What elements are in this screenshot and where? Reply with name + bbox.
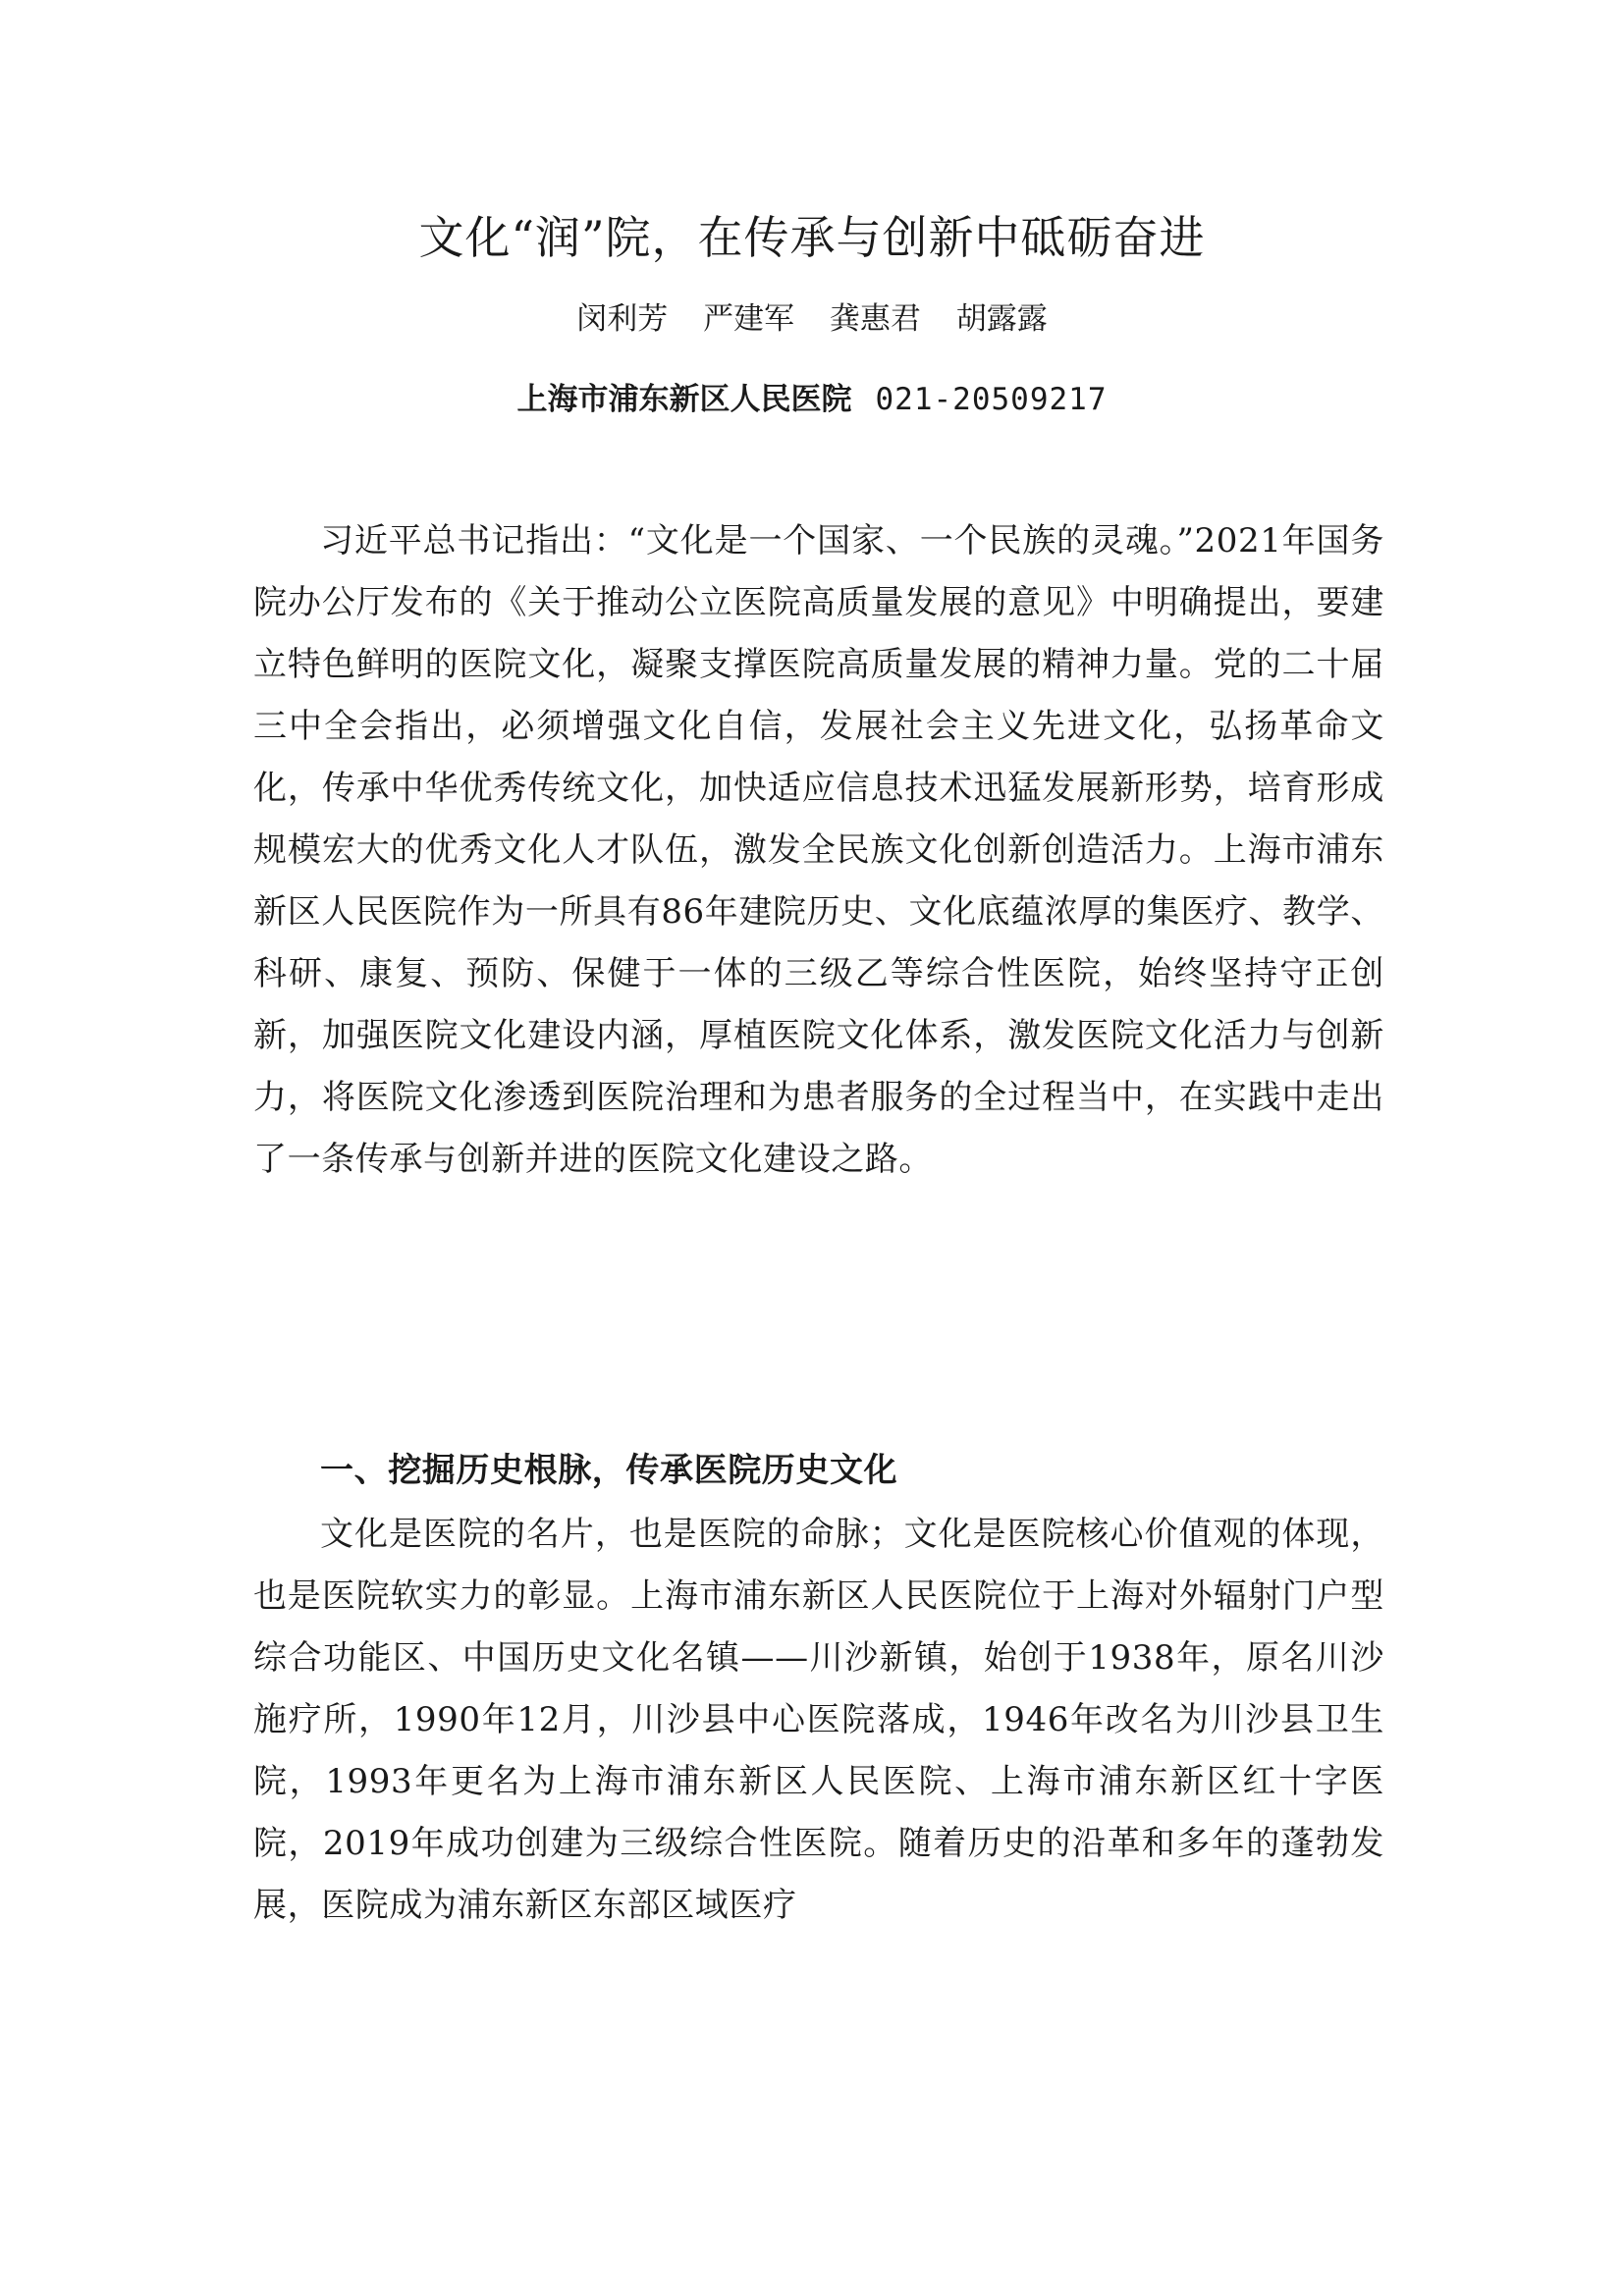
article-body	[253, 510, 1384, 2122]
section-heading: 一、挖掘历史根脉，传承医院历史文化	[320, 1451, 898, 1490]
intro-paragraph: 习近平总书记指出：“文化是一个国家、一个民族的灵魂。”2021年国务院办公厅发布的《关于推动公立医院高质量发展的意见》中明确提出，要建立特色鲜明的医院文化，凝聚支撑医院高质量发展的精神力量。党的二十届三中全会指出，必须增强文化自信，发展社会主义先进文化，弘扬革命文化，传承中华优秀传统文化，加快适应信息技术迅猛发展新形势，培育形成规模宏大的优秀文化人才队伍，激发全民族文化创新创造活力。上海市浦东新区人民医院作为一所具有86年建院历史、文化底蕴浓厚的集医疗、教学、科研、康复、预防、保健于一体的三级乙等综合性医院，始终坚持守正创新，加强医院文化建设内涵，厚植医院文化体系，激发医院文化活力与创新力，将医院文化渗透到医院治理和为患者服务的全过程当中，在实践中走出了一条传承与创新并进的医院文化建设之路。	[253, 521, 1384, 1179]
author-name: 严建军	[703, 301, 795, 337]
author-list	[0, 298, 1624, 340]
author-name: 龚惠君	[829, 301, 921, 337]
contact-phone: 021-20509217	[875, 382, 1108, 417]
author-name: 胡露露	[955, 301, 1048, 337]
section-paragraph: 文化是医院的名片，也是医院的命脉；文化是医院核心价值观的体现，也是医院软实力的彰显。上海市浦东新区人民医院位于上海对外辐射门户型综合功能区、中国历史文化名镇——川沙新镇，始创于1938年，原名川沙施疗所，1990年12月，川沙县中心医院落成，1946年改名为川沙县卫生院，1993年更名为上海市浦东新区人民医院、上海市浦东新区红十字医院，2019年成功创建为三级综合性医院。随着历史的沿革和多年的蓬勃发展，医院成为浦东新区东部区域医疗	[253, 1515, 1384, 1925]
author-name: 闵利芳	[576, 301, 669, 337]
institution-name: 上海市浦东新区人民医院	[516, 382, 852, 417]
page-title: 文化“润”院，在传承与创新中砥砺奋进	[418, 211, 1206, 264]
affiliation-line	[0, 379, 1624, 420]
